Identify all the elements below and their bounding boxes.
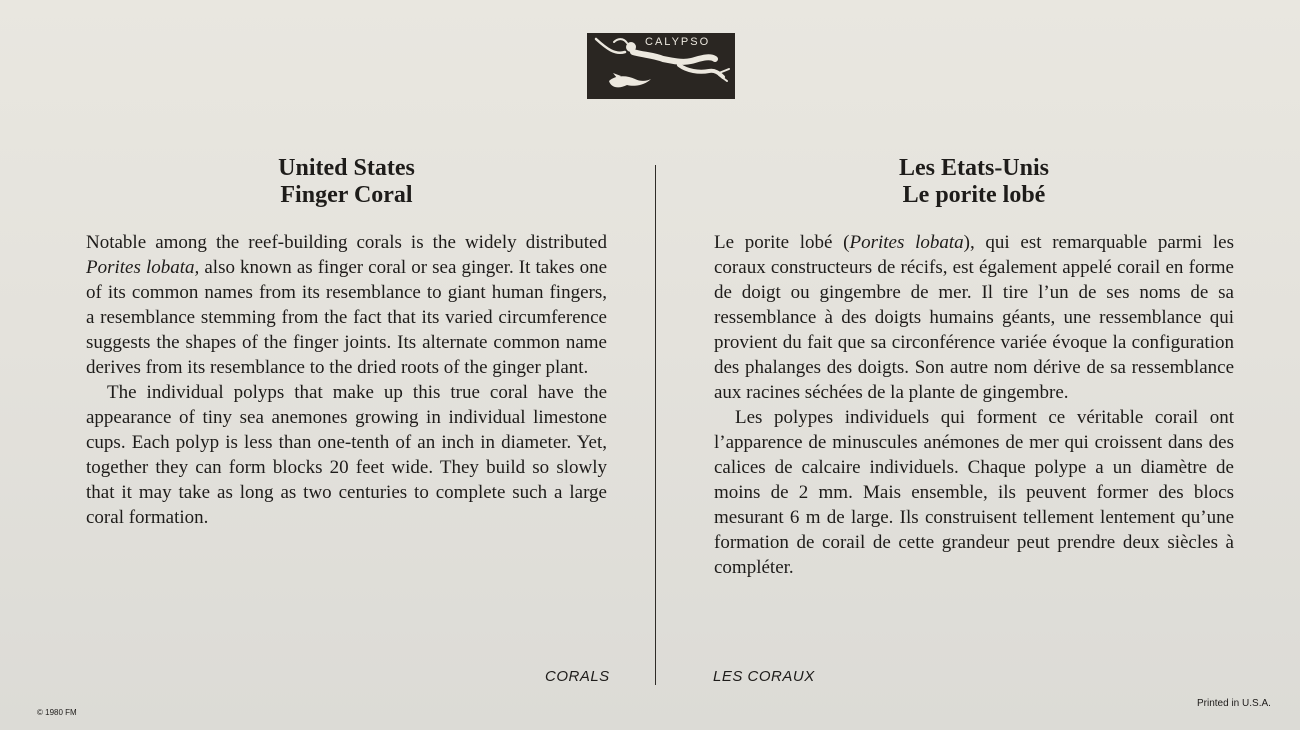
copyright-notice: © 1980 FM xyxy=(37,708,77,717)
french-body xyxy=(714,230,1234,580)
french-p1-species: Porites lobata xyxy=(849,232,964,253)
english-body xyxy=(86,230,607,530)
printed-in-notice: Printed in U.S.A. xyxy=(1197,698,1271,709)
french-p1-text-b: ), qui est remarquable parmi les coraux constructeurs de récifs, est également appelé corail en forme de doigt ou gingembre de mer. Il tire l’un de ses noms de sa ressemblance à des doigts humains géants, une ressemblance qui provient du fait que sa circonférence variée évoque la configuration des phalanges des doigts. Son autre nom dérive de sa ressemblance aux racines séchées de la plante de gingembre. xyxy=(714,232,1234,403)
english-p1-species: Porites lobata, xyxy=(86,257,200,278)
french-paragraph-1 xyxy=(714,230,1234,405)
calypso-logo xyxy=(587,33,735,99)
english-column xyxy=(86,155,607,530)
french-paragraph-2: Les polypes individuels qui forment ce véritable corail ont l’apparence de minuscules anémones de mer qui croissent dans des calices de calcaire individuels. Chaque polype a un diamètre de moins de 2 mm. Mais ensemble, ils peuvent former des blocs mesurant 6 m de large. Ils construisent tellement lentement qu’une formation de corail de cette grandeur peut prendre deux siècles à compléter. xyxy=(714,407,1234,578)
english-p1-text-a: Notable among the reef-building corals is the widely distributed xyxy=(86,232,607,253)
english-paragraph-2: The individual polyps that make up this true coral have the appearance of tiny sea anemones growing in individual limestone cups. Each polyp is less than one-tenth of an inch in diameter. Yet, together they can form blocks 20 feet wide. They build so slowly that it may take as long as two centuries to complete such a large coral formation. xyxy=(86,382,607,528)
column-divider xyxy=(655,165,656,685)
logo-wordmark: CALYPSO xyxy=(645,36,711,48)
french-series-label: LES CORAUX xyxy=(713,668,815,685)
english-paragraph-1 xyxy=(86,230,607,380)
english-title-country: United States xyxy=(278,155,415,181)
french-title xyxy=(714,155,1234,209)
english-series-label: CORALS xyxy=(545,668,610,685)
english-title xyxy=(86,155,607,209)
french-title-country: Les Etats-Unis xyxy=(898,155,1049,181)
french-p1-text-a: Le porite lobé ( xyxy=(714,232,850,253)
french-column xyxy=(714,155,1234,580)
english-title-species: Finger Coral xyxy=(280,182,413,208)
french-title-species: Le porite lobé xyxy=(902,182,1046,208)
english-p1-text-b: also known as finger coral or sea ginger. It takes one of its common names from its resemblance to giant human fingers, a resemblance stemming from the fact that its varied circumference suggests the shapes of the finger joints. Its alternate common name derives from its resemblance to the dried roots of the ginger plant. xyxy=(86,257,607,378)
